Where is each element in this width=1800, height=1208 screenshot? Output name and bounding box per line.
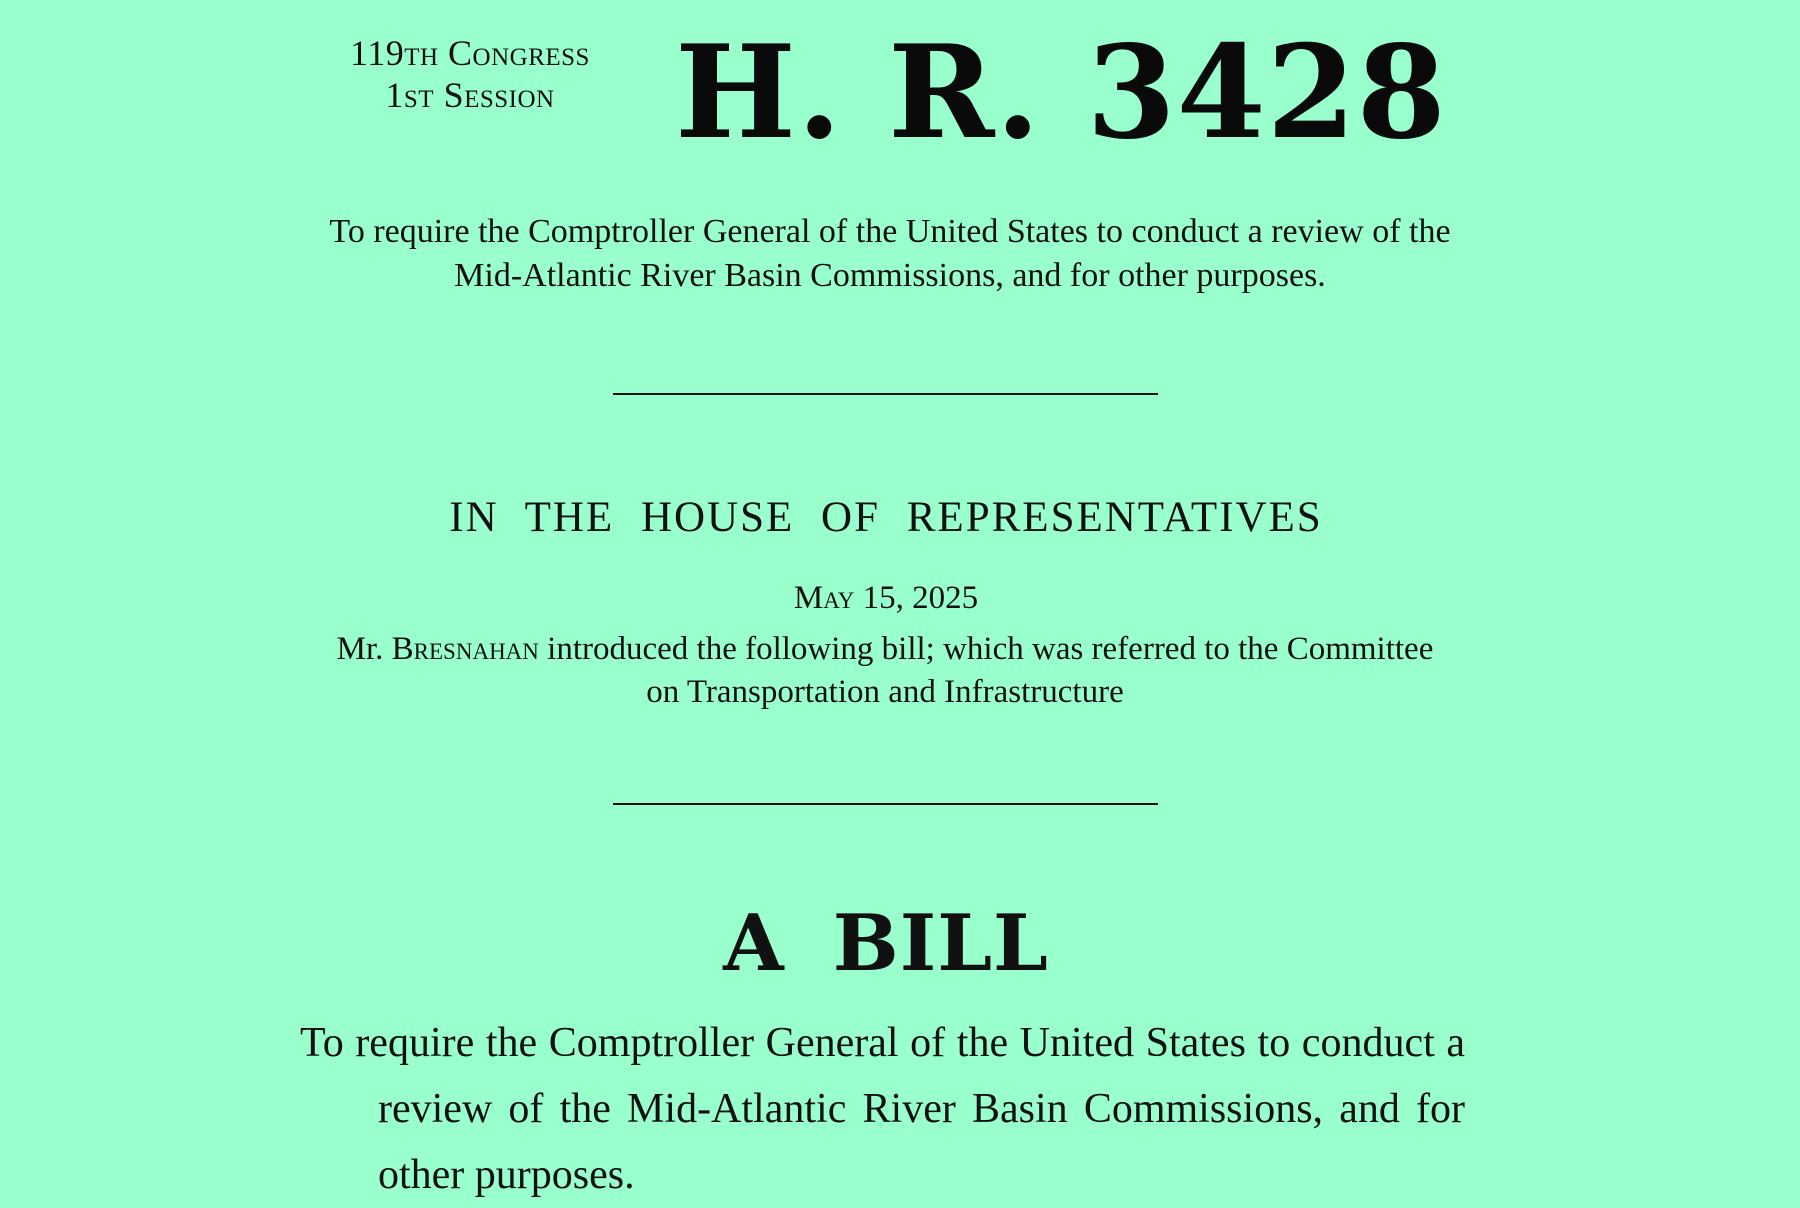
bill-summary: To require the Comptroller General of the United States to conduct a review of the Mid-Atlantic River Basin Commissions, and for other purposes.	[329, 213, 1451, 294]
bill-number: H. R. 3428	[675, 18, 1447, 168]
bill-long-title: To require the Comptroller General of the United States to conduct a review of the Mid-Atlantic River Basin Commissions, and for other purposes.	[300, 1020, 1465, 1198]
sponsor-name: Bresnahan	[391, 631, 539, 667]
introduction-date: May 15, 2025	[793, 580, 979, 616]
sponsor-prefix: Mr.	[336, 631, 392, 667]
house-heading: IN THE HOUSE OF REPRESENTATIVES	[449, 494, 1323, 541]
sponsor-action: introduced the following bill; which was referred to the Committee on Transportation and Infrastructure	[538, 631, 1434, 710]
divider-top	[613, 393, 1158, 395]
divider-bottom	[613, 803, 1158, 805]
sponsor-statement	[330, 628, 1440, 714]
congress-label: 119th Congress	[350, 33, 590, 73]
congress-session-block	[290, 32, 650, 116]
bill-heading: A BILL	[723, 898, 1049, 989]
session-label: 1st Session	[385, 75, 555, 115]
